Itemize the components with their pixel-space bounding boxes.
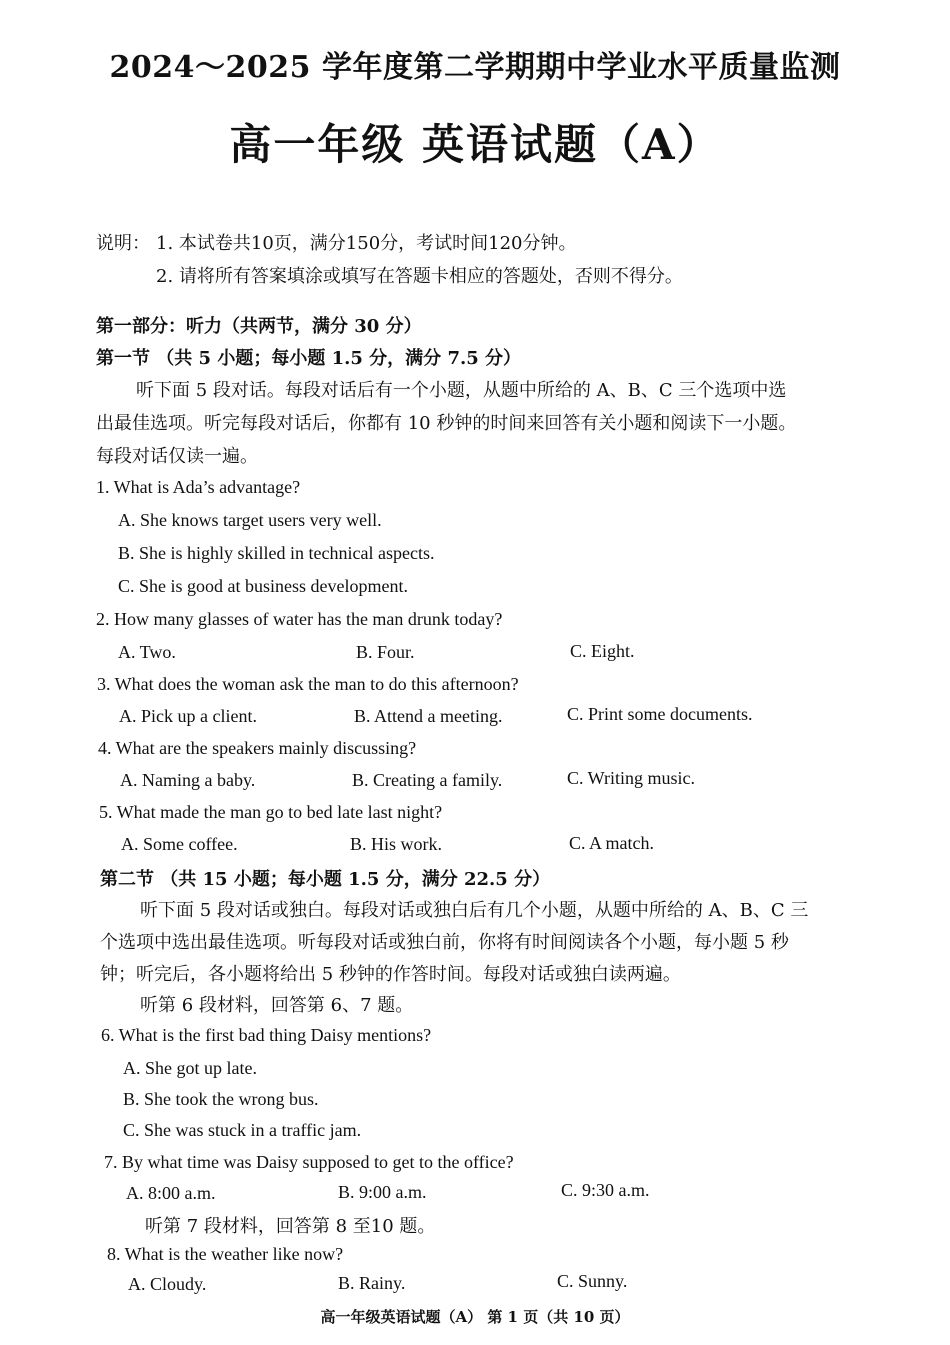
section1-instruction-line: 听下面 5 段对话。每段对话后有一个小题，从题中所给的 A、B、C 三个选项中选 — [136, 380, 787, 401]
question-6-stem: 6. What is the first bad thing Daisy mentions? — [101, 1025, 432, 1045]
question-8-option-a: A. Cloudy. — [128, 1274, 207, 1294]
question-5-option-c: C. A match. — [569, 833, 654, 853]
question-7-option-c: C. 9:30 a.m. — [561, 1180, 650, 1200]
question-3-option-a: A. Pick up a client. — [119, 706, 257, 726]
question-8-option-c: C. Sunny. — [557, 1271, 628, 1291]
section1-instruction-line: 每段对话仅读一遍。 — [96, 446, 258, 467]
question-6-option-b: B. She took the wrong bus. — [123, 1089, 319, 1109]
question-6-option-a: A. She got up late. — [123, 1058, 257, 1078]
section2-instruction-line: 听下面 5 段对话或独白。每段对话或独白后有几个小题，从题中所给的 A、B、C 三 — [140, 900, 809, 921]
section1-instruction-line: 出最佳选项。听完每段对话后，你都有 10 秒钟的时间来回答有关小题和阅读下一小题。 — [96, 413, 797, 434]
section2-title: 第二节 （共 15 小题；每小题 1.5 分，满分 22.5 分） — [100, 869, 551, 890]
question-1-option-a: A. She knows target users very well. — [118, 510, 382, 530]
question-4-option-c: C. Writing music. — [567, 768, 695, 788]
question-5-option-a: A. Some coffee. — [121, 834, 238, 854]
question-5-stem: 5. What made the man go to bed late last night? — [99, 802, 443, 822]
question-1-stem: 1. What is Ada’s advantage? — [96, 477, 301, 497]
question-6-option-c: C. She was stuck in a traffic jam. — [123, 1120, 362, 1140]
material-7-instruction: 听第 7 段材料，回答第 8 至10 题。 — [145, 1216, 436, 1237]
question-2-option-c: C. Eight. — [570, 641, 635, 661]
question-4-stem: 4. What are the speakers mainly discussing? — [98, 738, 417, 758]
part1-title: 第一部分：听力（共两节，满分 30 分） — [96, 316, 422, 337]
notes-label: 说明： — [96, 233, 150, 254]
exam-title-line2: 高一年级 英语试题（A） — [229, 120, 721, 169]
page-footer: 高一年级英语试题（A） 第 1 页（共 10 页） — [320, 1308, 630, 1326]
material-6-instruction: 听第 6 段材料，回答第 6、7 题。 — [140, 995, 414, 1016]
question-2-stem: 2. How many glasses of water has the man drunk today? — [96, 609, 503, 629]
question-2-option-a: A. Two. — [118, 642, 176, 662]
notes-item-1: 1. 本试卷共10页，满分150分，考试时间120分钟。 — [156, 233, 577, 254]
question-8-option-b: B. Rainy. — [338, 1273, 406, 1293]
exam-title-line1: 2024～2025 学年度第二学期期中学业水平质量监测 — [109, 50, 841, 85]
question-1-option-b: B. She is highly skilled in technical aspects. — [118, 543, 435, 563]
question-7-stem: 7. By what time was Daisy supposed to get to the office? — [104, 1152, 514, 1172]
question-5-option-b: B. His work. — [350, 834, 443, 854]
section2-instruction-line: 个选项中选出最佳选项。听每段对话或独白前，你将有时间阅读各个小题，每小题 5 秒 — [100, 932, 789, 953]
question-3-stem: 3. What does the woman ask the man to do this afternoon? — [97, 674, 519, 694]
notes-item-2: 2. 请将所有答案填涂或填写在答题卡相应的答题处，否则不得分。 — [156, 266, 683, 287]
question-7-option-b: B. 9:00 a.m. — [338, 1182, 427, 1202]
question-4-option-b: B. Creating a family. — [352, 770, 503, 790]
question-2-option-b: B. Four. — [356, 642, 415, 662]
section2-instruction-line: 钟；听完后，各小题将给出 5 秒钟的作答时间。每段对话或独白读两遍。 — [100, 964, 681, 985]
question-1-option-c: C. She is good at business development. — [118, 576, 408, 596]
question-3-option-c: C. Print some documents. — [567, 704, 753, 724]
question-7-option-a: A. 8:00 a.m. — [126, 1183, 216, 1203]
question-4-option-a: A. Naming a baby. — [120, 770, 256, 790]
question-8-stem: 8. What is the weather like now? — [107, 1244, 344, 1264]
section1-title: 第一节 （共 5 小题；每小题 1.5 分，满分 7.5 分） — [96, 348, 522, 369]
question-3-option-b: B. Attend a meeting. — [354, 706, 503, 726]
